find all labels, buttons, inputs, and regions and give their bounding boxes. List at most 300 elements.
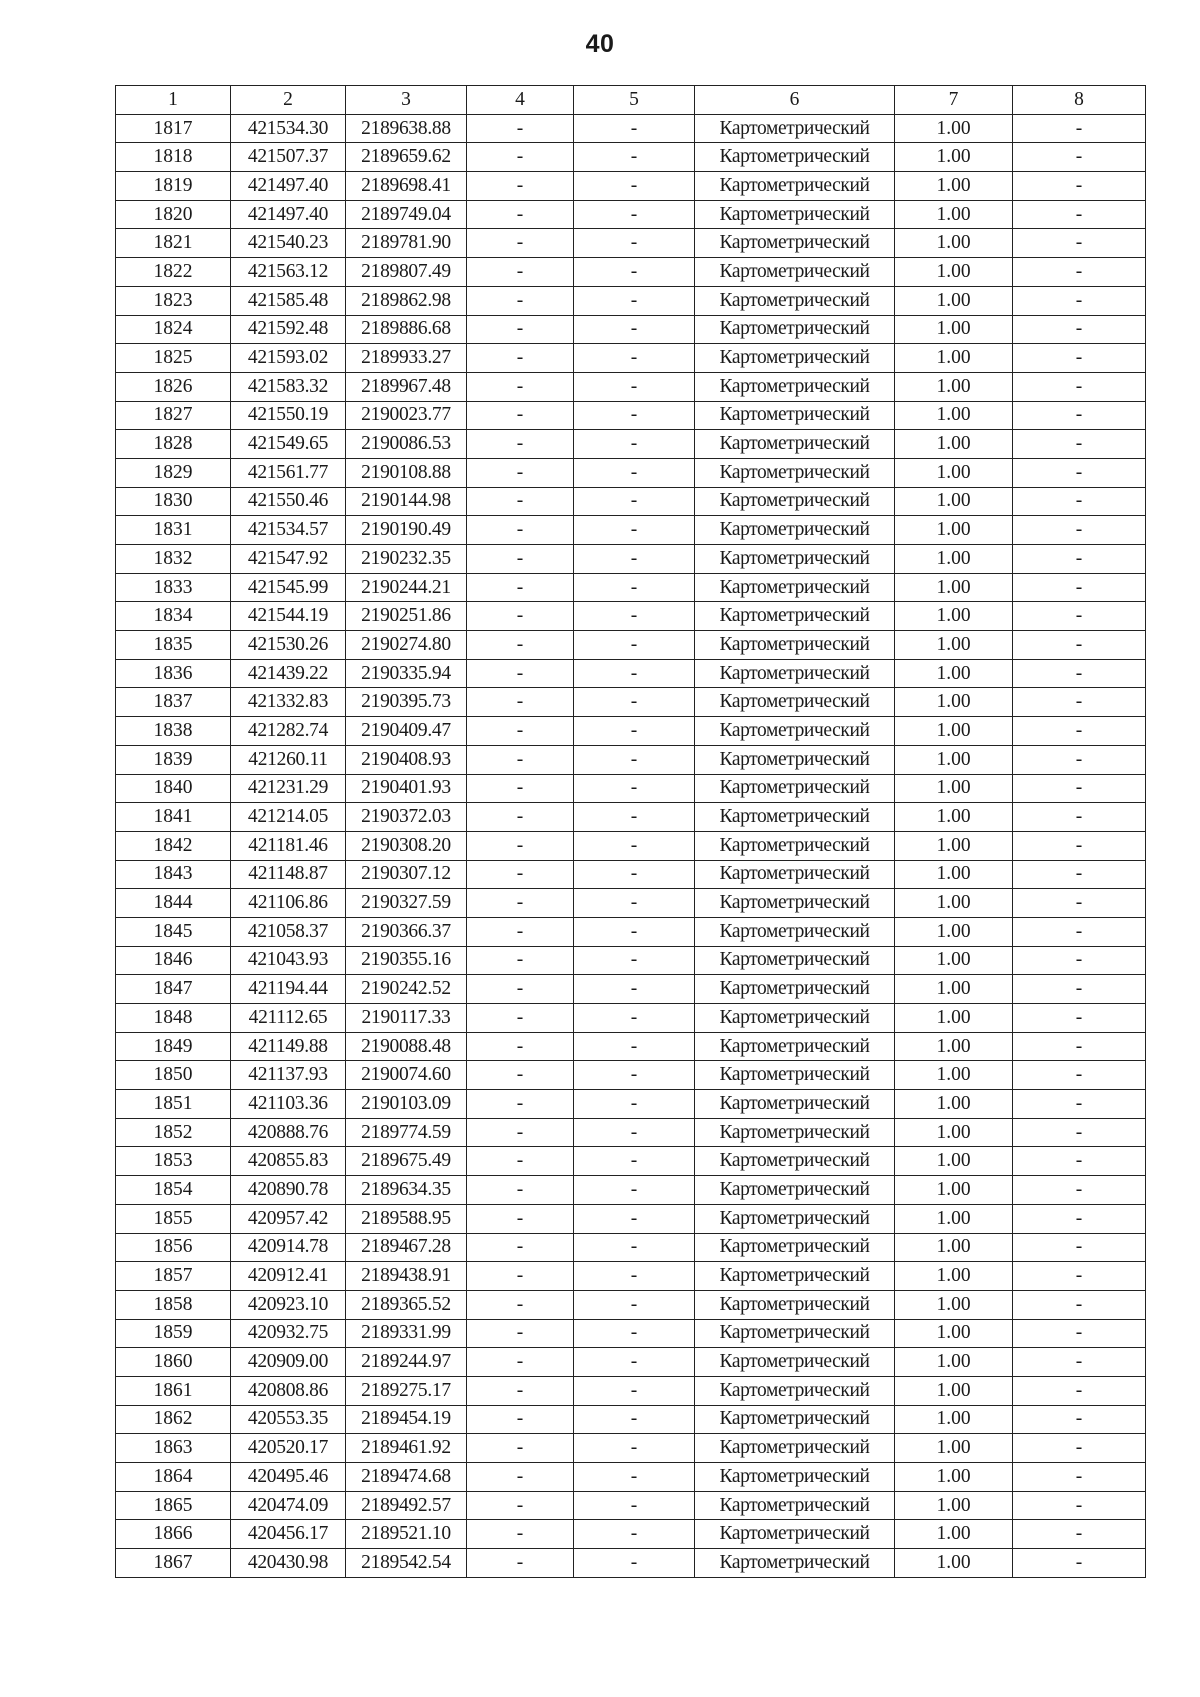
cell-column-4: - bbox=[467, 143, 574, 172]
cell-column-8: - bbox=[1013, 1204, 1146, 1233]
cell-point-number: 1834 bbox=[116, 602, 231, 631]
cell-column-8: - bbox=[1013, 172, 1146, 201]
cell-point-number: 1826 bbox=[116, 372, 231, 401]
cell-point-number: 1861 bbox=[116, 1376, 231, 1405]
cell-y-coordinate: 2190401.93 bbox=[346, 774, 467, 803]
cell-column-5: - bbox=[574, 1290, 695, 1319]
cell-column-4: - bbox=[467, 1319, 574, 1348]
cell-y-coordinate: 2190395.73 bbox=[346, 688, 467, 717]
table-row bbox=[116, 1147, 1146, 1176]
cell-column-8: - bbox=[1013, 200, 1146, 229]
cell-accuracy: 1.00 bbox=[895, 1262, 1013, 1291]
cell-determination-method: Картометрический bbox=[695, 372, 895, 401]
cell-point-number: 1849 bbox=[116, 1032, 231, 1061]
cell-determination-method: Картометрический bbox=[695, 1520, 895, 1549]
cell-column-5: - bbox=[574, 143, 695, 172]
cell-column-5: - bbox=[574, 430, 695, 459]
cell-determination-method: Картометрический bbox=[695, 1090, 895, 1119]
cell-x-coordinate: 421194.44 bbox=[231, 975, 346, 1004]
table-row bbox=[116, 458, 1146, 487]
table-row bbox=[116, 1118, 1146, 1147]
header-cell-column-4: 4 bbox=[467, 86, 574, 115]
cell-accuracy: 1.00 bbox=[895, 688, 1013, 717]
cell-column-5: - bbox=[574, 631, 695, 660]
cell-x-coordinate: 420474.09 bbox=[231, 1491, 346, 1520]
cell-column-5: - bbox=[574, 1348, 695, 1377]
cell-column-4: - bbox=[467, 602, 574, 631]
cell-accuracy: 1.00 bbox=[895, 401, 1013, 430]
cell-y-coordinate: 2189659.62 bbox=[346, 143, 467, 172]
cell-column-8: - bbox=[1013, 1376, 1146, 1405]
cell-determination-method: Картометрический bbox=[695, 831, 895, 860]
cell-column-4: - bbox=[467, 430, 574, 459]
cell-accuracy: 1.00 bbox=[895, 516, 1013, 545]
cell-column-8: - bbox=[1013, 1290, 1146, 1319]
cell-accuracy: 1.00 bbox=[895, 545, 1013, 574]
cell-accuracy: 1.00 bbox=[895, 1520, 1013, 1549]
cell-point-number: 1866 bbox=[116, 1520, 231, 1549]
cell-column-4: - bbox=[467, 717, 574, 746]
cell-point-number: 1858 bbox=[116, 1290, 231, 1319]
cell-point-number: 1829 bbox=[116, 458, 231, 487]
cell-point-number: 1839 bbox=[116, 745, 231, 774]
cell-determination-method: Картометрический bbox=[695, 1147, 895, 1176]
table-row bbox=[116, 172, 1146, 201]
cell-column-4: - bbox=[467, 889, 574, 918]
cell-column-8: - bbox=[1013, 1004, 1146, 1033]
cell-x-coordinate: 420456.17 bbox=[231, 1520, 346, 1549]
cell-point-number: 1821 bbox=[116, 229, 231, 258]
cell-column-8: - bbox=[1013, 831, 1146, 860]
cell-column-5: - bbox=[574, 1434, 695, 1463]
cell-y-coordinate: 2189244.97 bbox=[346, 1348, 467, 1377]
cell-column-5: - bbox=[574, 286, 695, 315]
cell-column-4: - bbox=[467, 774, 574, 803]
cell-column-8: - bbox=[1013, 688, 1146, 717]
table-row bbox=[116, 1032, 1146, 1061]
table-row bbox=[116, 1262, 1146, 1291]
cell-column-5: - bbox=[574, 1376, 695, 1405]
table-row bbox=[116, 143, 1146, 172]
cell-y-coordinate: 2189492.57 bbox=[346, 1491, 467, 1520]
cell-point-number: 1847 bbox=[116, 975, 231, 1004]
cell-column-5: - bbox=[574, 372, 695, 401]
cell-point-number: 1857 bbox=[116, 1262, 231, 1291]
cell-y-coordinate: 2190372.03 bbox=[346, 803, 467, 832]
cell-column-5: - bbox=[574, 1405, 695, 1434]
table-row bbox=[116, 946, 1146, 975]
cell-x-coordinate: 421137.93 bbox=[231, 1061, 346, 1090]
cell-x-coordinate: 421550.46 bbox=[231, 487, 346, 516]
table-row bbox=[116, 372, 1146, 401]
cell-column-5: - bbox=[574, 1118, 695, 1147]
cell-point-number: 1851 bbox=[116, 1090, 231, 1119]
cell-column-5: - bbox=[574, 1090, 695, 1119]
cell-x-coordinate: 420520.17 bbox=[231, 1434, 346, 1463]
table-row bbox=[116, 229, 1146, 258]
cell-column-5: - bbox=[574, 1319, 695, 1348]
cell-column-8: - bbox=[1013, 258, 1146, 287]
cell-column-8: - bbox=[1013, 975, 1146, 1004]
cell-column-4: - bbox=[467, 258, 574, 287]
cell-column-8: - bbox=[1013, 774, 1146, 803]
cell-column-8: - bbox=[1013, 401, 1146, 430]
cell-determination-method: Картометрический bbox=[695, 1348, 895, 1377]
cell-column-5: - bbox=[574, 200, 695, 229]
cell-accuracy: 1.00 bbox=[895, 1118, 1013, 1147]
cell-column-4: - bbox=[467, 917, 574, 946]
cell-column-4: - bbox=[467, 229, 574, 258]
cell-column-5: - bbox=[574, 401, 695, 430]
cell-determination-method: Картометрический bbox=[695, 1549, 895, 1578]
cell-column-4: - bbox=[467, 1147, 574, 1176]
cell-accuracy: 1.00 bbox=[895, 831, 1013, 860]
table-row bbox=[116, 1290, 1146, 1319]
cell-point-number: 1828 bbox=[116, 430, 231, 459]
cell-point-number: 1819 bbox=[116, 172, 231, 201]
cell-y-coordinate: 2190190.49 bbox=[346, 516, 467, 545]
cell-column-8: - bbox=[1013, 803, 1146, 832]
table-row bbox=[116, 975, 1146, 1004]
cell-column-8: - bbox=[1013, 516, 1146, 545]
cell-column-8: - bbox=[1013, 659, 1146, 688]
cell-point-number: 1850 bbox=[116, 1061, 231, 1090]
cell-column-8: - bbox=[1013, 372, 1146, 401]
cell-column-4: - bbox=[467, 1262, 574, 1291]
cell-column-8: - bbox=[1013, 487, 1146, 516]
cell-determination-method: Картометрический bbox=[695, 401, 895, 430]
cell-determination-method: Картометрический bbox=[695, 1118, 895, 1147]
cell-column-8: - bbox=[1013, 1061, 1146, 1090]
cell-column-5: - bbox=[574, 889, 695, 918]
cell-y-coordinate: 2189749.04 bbox=[346, 200, 467, 229]
cell-x-coordinate: 420914.78 bbox=[231, 1233, 346, 1262]
cell-y-coordinate: 2189521.10 bbox=[346, 1520, 467, 1549]
cell-accuracy: 1.00 bbox=[895, 1434, 1013, 1463]
cell-y-coordinate: 2189886.68 bbox=[346, 315, 467, 344]
cell-column-5: - bbox=[574, 573, 695, 602]
cell-point-number: 1831 bbox=[116, 516, 231, 545]
cell-column-5: - bbox=[574, 659, 695, 688]
cell-column-8: - bbox=[1013, 1549, 1146, 1578]
cell-column-4: - bbox=[467, 1118, 574, 1147]
cell-determination-method: Картометрический bbox=[695, 688, 895, 717]
cell-column-4: - bbox=[467, 372, 574, 401]
header-cell-column-8: 8 bbox=[1013, 86, 1146, 115]
cell-y-coordinate: 2190366.37 bbox=[346, 917, 467, 946]
cell-column-5: - bbox=[574, 602, 695, 631]
cell-column-4: - bbox=[467, 975, 574, 1004]
cell-y-coordinate: 2189781.90 bbox=[346, 229, 467, 258]
cell-point-number: 1838 bbox=[116, 717, 231, 746]
cell-accuracy: 1.00 bbox=[895, 430, 1013, 459]
header-cell-determination-method: 6 bbox=[695, 86, 895, 115]
table-row bbox=[116, 1405, 1146, 1434]
cell-column-5: - bbox=[574, 258, 695, 287]
cell-column-8: - bbox=[1013, 344, 1146, 373]
cell-column-8: - bbox=[1013, 1090, 1146, 1119]
cell-accuracy: 1.00 bbox=[895, 1376, 1013, 1405]
cell-point-number: 1823 bbox=[116, 286, 231, 315]
cell-column-5: - bbox=[574, 516, 695, 545]
cell-x-coordinate: 421058.37 bbox=[231, 917, 346, 946]
table-row bbox=[116, 1520, 1146, 1549]
cell-column-5: - bbox=[574, 1491, 695, 1520]
cell-determination-method: Картометрический bbox=[695, 1004, 895, 1033]
cell-x-coordinate: 421530.26 bbox=[231, 631, 346, 660]
cell-point-number: 1848 bbox=[116, 1004, 231, 1033]
cell-x-coordinate: 421534.57 bbox=[231, 516, 346, 545]
cell-y-coordinate: 2190355.16 bbox=[346, 946, 467, 975]
cell-y-coordinate: 2189454.19 bbox=[346, 1405, 467, 1434]
cell-determination-method: Картометрический bbox=[695, 631, 895, 660]
cell-y-coordinate: 2189467.28 bbox=[346, 1233, 467, 1262]
cell-point-number: 1845 bbox=[116, 917, 231, 946]
cell-y-coordinate: 2189862.98 bbox=[346, 286, 467, 315]
table-row bbox=[116, 774, 1146, 803]
cell-column-4: - bbox=[467, 1434, 574, 1463]
cell-x-coordinate: 421583.32 bbox=[231, 372, 346, 401]
cell-y-coordinate: 2190023.77 bbox=[346, 401, 467, 430]
table-row bbox=[116, 659, 1146, 688]
cell-determination-method: Картометрический bbox=[695, 143, 895, 172]
cell-x-coordinate: 421593.02 bbox=[231, 344, 346, 373]
cell-accuracy: 1.00 bbox=[895, 860, 1013, 889]
cell-column-8: - bbox=[1013, 946, 1146, 975]
cell-x-coordinate: 420495.46 bbox=[231, 1463, 346, 1492]
cell-column-4: - bbox=[467, 1405, 574, 1434]
cell-determination-method: Картометрический bbox=[695, 200, 895, 229]
cell-column-5: - bbox=[574, 745, 695, 774]
cell-determination-method: Картометрический bbox=[695, 1376, 895, 1405]
cell-column-5: - bbox=[574, 1233, 695, 1262]
cell-point-number: 1842 bbox=[116, 831, 231, 860]
cell-x-coordinate: 421043.93 bbox=[231, 946, 346, 975]
cell-determination-method: Картометрический bbox=[695, 487, 895, 516]
cell-column-4: - bbox=[467, 1061, 574, 1090]
cell-determination-method: Картометрический bbox=[695, 889, 895, 918]
cell-determination-method: Картометрический bbox=[695, 258, 895, 287]
cell-accuracy: 1.00 bbox=[895, 1319, 1013, 1348]
cell-column-5: - bbox=[574, 803, 695, 832]
cell-column-5: - bbox=[574, 831, 695, 860]
cell-x-coordinate: 421260.11 bbox=[231, 745, 346, 774]
cell-accuracy: 1.00 bbox=[895, 917, 1013, 946]
cell-column-4: - bbox=[467, 114, 574, 143]
cell-determination-method: Картометрический bbox=[695, 573, 895, 602]
cell-column-4: - bbox=[467, 803, 574, 832]
cell-point-number: 1860 bbox=[116, 1348, 231, 1377]
cell-column-4: - bbox=[467, 200, 574, 229]
cell-accuracy: 1.00 bbox=[895, 889, 1013, 918]
cell-accuracy: 1.00 bbox=[895, 774, 1013, 803]
cell-column-4: - bbox=[467, 1204, 574, 1233]
cell-column-5: - bbox=[574, 975, 695, 1004]
cell-y-coordinate: 2189675.49 bbox=[346, 1147, 467, 1176]
cell-x-coordinate: 421282.74 bbox=[231, 717, 346, 746]
table-row bbox=[116, 1090, 1146, 1119]
cell-x-coordinate: 421332.83 bbox=[231, 688, 346, 717]
cell-accuracy: 1.00 bbox=[895, 372, 1013, 401]
cell-determination-method: Картометрический bbox=[695, 516, 895, 545]
cell-accuracy: 1.00 bbox=[895, 717, 1013, 746]
cell-column-4: - bbox=[467, 172, 574, 201]
cell-column-8: - bbox=[1013, 631, 1146, 660]
cell-column-5: - bbox=[574, 860, 695, 889]
table-row bbox=[116, 258, 1146, 287]
cell-determination-method: Картометрический bbox=[695, 917, 895, 946]
cell-column-8: - bbox=[1013, 745, 1146, 774]
cell-x-coordinate: 421497.40 bbox=[231, 172, 346, 201]
cell-column-5: - bbox=[574, 946, 695, 975]
cell-x-coordinate: 421534.30 bbox=[231, 114, 346, 143]
cell-point-number: 1867 bbox=[116, 1549, 231, 1578]
cell-x-coordinate: 420923.10 bbox=[231, 1290, 346, 1319]
cell-accuracy: 1.00 bbox=[895, 1147, 1013, 1176]
cell-column-8: - bbox=[1013, 1463, 1146, 1492]
cell-point-number: 1817 bbox=[116, 114, 231, 143]
cell-determination-method: Картометрический bbox=[695, 458, 895, 487]
cell-column-4: - bbox=[467, 401, 574, 430]
cell-x-coordinate: 421231.29 bbox=[231, 774, 346, 803]
table-row bbox=[116, 1319, 1146, 1348]
cell-x-coordinate: 420890.78 bbox=[231, 1176, 346, 1205]
cell-y-coordinate: 2189634.35 bbox=[346, 1176, 467, 1205]
cell-determination-method: Картометрический bbox=[695, 1491, 895, 1520]
cell-y-coordinate: 2190117.33 bbox=[346, 1004, 467, 1033]
cell-column-8: - bbox=[1013, 458, 1146, 487]
table-row bbox=[116, 114, 1146, 143]
cell-determination-method: Картометрический bbox=[695, 1405, 895, 1434]
header-cell-column-5: 5 bbox=[574, 86, 695, 115]
cell-determination-method: Картометрический bbox=[695, 1061, 895, 1090]
cell-column-4: - bbox=[467, 487, 574, 516]
coordinates-table bbox=[115, 85, 1146, 1578]
table-row bbox=[116, 631, 1146, 660]
cell-x-coordinate: 421181.46 bbox=[231, 831, 346, 860]
cell-y-coordinate: 2189933.27 bbox=[346, 344, 467, 373]
cell-column-4: - bbox=[467, 1290, 574, 1319]
cell-x-coordinate: 421103.36 bbox=[231, 1090, 346, 1119]
table-row bbox=[116, 573, 1146, 602]
cell-x-coordinate: 421544.19 bbox=[231, 602, 346, 631]
cell-column-4: - bbox=[467, 1491, 574, 1520]
cell-determination-method: Картометрический bbox=[695, 286, 895, 315]
cell-column-4: - bbox=[467, 631, 574, 660]
cell-determination-method: Картометрический bbox=[695, 745, 895, 774]
cell-column-4: - bbox=[467, 286, 574, 315]
cell-point-number: 1863 bbox=[116, 1434, 231, 1463]
cell-accuracy: 1.00 bbox=[895, 745, 1013, 774]
cell-accuracy: 1.00 bbox=[895, 315, 1013, 344]
cell-column-8: - bbox=[1013, 1233, 1146, 1262]
cell-accuracy: 1.00 bbox=[895, 1491, 1013, 1520]
cell-y-coordinate: 2189331.99 bbox=[346, 1319, 467, 1348]
cell-point-number: 1824 bbox=[116, 315, 231, 344]
cell-point-number: 1859 bbox=[116, 1319, 231, 1348]
cell-accuracy: 1.00 bbox=[895, 114, 1013, 143]
cell-column-4: - bbox=[467, 1348, 574, 1377]
cell-column-5: - bbox=[574, 917, 695, 946]
cell-accuracy: 1.00 bbox=[895, 344, 1013, 373]
cell-column-5: - bbox=[574, 315, 695, 344]
cell-column-5: - bbox=[574, 229, 695, 258]
cell-column-4: - bbox=[467, 860, 574, 889]
cell-point-number: 1833 bbox=[116, 573, 231, 602]
cell-y-coordinate: 2189275.17 bbox=[346, 1376, 467, 1405]
cell-accuracy: 1.00 bbox=[895, 659, 1013, 688]
cell-column-8: - bbox=[1013, 143, 1146, 172]
cell-column-8: - bbox=[1013, 889, 1146, 918]
cell-accuracy: 1.00 bbox=[895, 946, 1013, 975]
cell-accuracy: 1.00 bbox=[895, 487, 1013, 516]
cell-determination-method: Картометрический bbox=[695, 229, 895, 258]
cell-column-4: - bbox=[467, 516, 574, 545]
cell-column-5: - bbox=[574, 344, 695, 373]
table-row bbox=[116, 1463, 1146, 1492]
cell-column-8: - bbox=[1013, 1491, 1146, 1520]
cell-column-5: - bbox=[574, 1004, 695, 1033]
table-row bbox=[116, 1176, 1146, 1205]
cell-point-number: 1844 bbox=[116, 889, 231, 918]
cell-column-5: - bbox=[574, 1147, 695, 1176]
cell-determination-method: Картометрический bbox=[695, 1290, 895, 1319]
cell-determination-method: Картометрический bbox=[695, 602, 895, 631]
cell-accuracy: 1.00 bbox=[895, 229, 1013, 258]
cell-point-number: 1853 bbox=[116, 1147, 231, 1176]
cell-point-number: 1852 bbox=[116, 1118, 231, 1147]
cell-point-number: 1835 bbox=[116, 631, 231, 660]
cell-column-8: - bbox=[1013, 1348, 1146, 1377]
cell-column-4: - bbox=[467, 1520, 574, 1549]
cell-accuracy: 1.00 bbox=[895, 1405, 1013, 1434]
cell-y-coordinate: 2189807.49 bbox=[346, 258, 467, 287]
cell-y-coordinate: 2189698.41 bbox=[346, 172, 467, 201]
cell-column-8: - bbox=[1013, 717, 1146, 746]
cell-column-4: - bbox=[467, 545, 574, 574]
cell-y-coordinate: 2190327.59 bbox=[346, 889, 467, 918]
header-cell-y-coordinate: 3 bbox=[346, 86, 467, 115]
cell-y-coordinate: 2189365.52 bbox=[346, 1290, 467, 1319]
cell-point-number: 1820 bbox=[116, 200, 231, 229]
table-row bbox=[116, 545, 1146, 574]
cell-column-8: - bbox=[1013, 315, 1146, 344]
cell-determination-method: Картометрический bbox=[695, 1032, 895, 1061]
table-row bbox=[116, 1204, 1146, 1233]
cell-determination-method: Картометрический bbox=[695, 1434, 895, 1463]
cell-column-4: - bbox=[467, 1090, 574, 1119]
cell-point-number: 1840 bbox=[116, 774, 231, 803]
header-cell-point-number: 1 bbox=[116, 86, 231, 115]
cell-point-number: 1856 bbox=[116, 1233, 231, 1262]
cell-x-coordinate: 421585.48 bbox=[231, 286, 346, 315]
cell-x-coordinate: 420430.98 bbox=[231, 1549, 346, 1578]
cell-y-coordinate: 2189438.91 bbox=[346, 1262, 467, 1291]
cell-point-number: 1830 bbox=[116, 487, 231, 516]
cell-x-coordinate: 420855.83 bbox=[231, 1147, 346, 1176]
cell-accuracy: 1.00 bbox=[895, 458, 1013, 487]
table-row bbox=[116, 803, 1146, 832]
cell-column-5: - bbox=[574, 717, 695, 746]
cell-x-coordinate: 421507.37 bbox=[231, 143, 346, 172]
cell-y-coordinate: 2190307.12 bbox=[346, 860, 467, 889]
cell-point-number: 1846 bbox=[116, 946, 231, 975]
cell-determination-method: Картометрический bbox=[695, 1463, 895, 1492]
cell-y-coordinate: 2190409.47 bbox=[346, 717, 467, 746]
cell-y-coordinate: 2190244.21 bbox=[346, 573, 467, 602]
cell-column-8: - bbox=[1013, 1032, 1146, 1061]
cell-column-4: - bbox=[467, 458, 574, 487]
